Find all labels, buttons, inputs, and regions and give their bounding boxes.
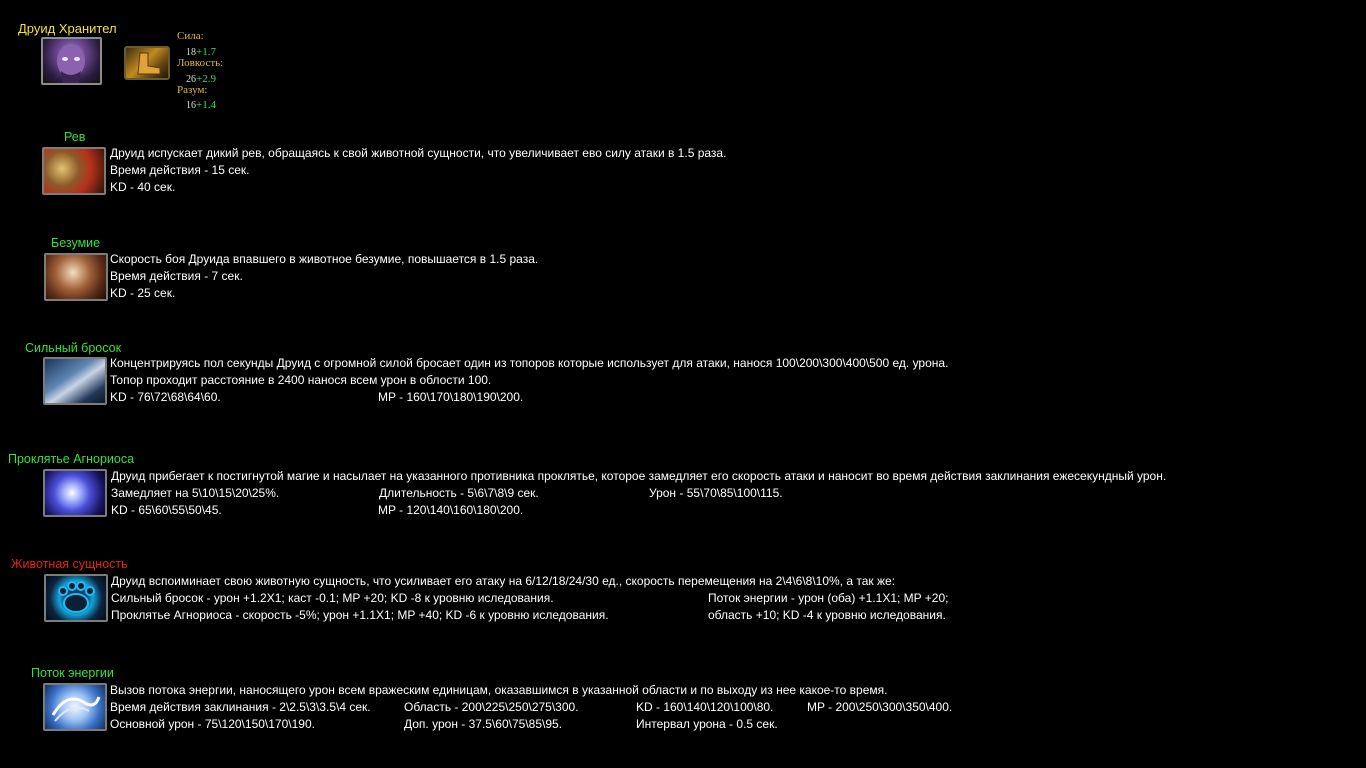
skill-damage-interval: Интервал урона - 0.5 сек.: [636, 717, 778, 731]
stat-label: Разум:: [177, 84, 208, 96]
stat-base: 18: [186, 47, 196, 58]
skill-description: Друид испускает дикий рев, обращаясь к свой животной сущности, что увеличивает ево силу атаки в 1.5 раза.: [110, 146, 727, 160]
skill-name-curse: Проклятье Агнориоса: [8, 452, 135, 466]
stat-base: 26: [186, 74, 196, 85]
skill-description: Друид вспоиминает свою животную сущность, что усиливает его атаку на 6/12/18/24/30 ед., скорость перемещения на 2\4\6\8\10%, а так же:: [111, 574, 896, 588]
skill-cooldown: KD - 25 сек.: [110, 286, 176, 300]
skill-duration: Время действия - 7 сек.: [110, 269, 243, 283]
energy-stream-icon[interactable]: [43, 683, 107, 731]
skill-duration: Время действия заклинания - 2\2.5\3\3.5\4 сек.: [110, 700, 371, 714]
skill-cooldown: KD - 76\72\68\64\60.: [110, 390, 221, 404]
druid-portrait-icon[interactable]: [41, 37, 102, 85]
skill-bonus-axe-throw: Сильный бросок - урон +1.2X1; каст -0.1; MP +20; KD -8 к уровню иследования.: [111, 591, 554, 605]
frenzy-icon[interactable]: [44, 253, 108, 301]
stat-base: 16: [186, 100, 196, 111]
stat-bonus: +1.7: [196, 46, 216, 58]
skill-bonus-energy-stream-area: область +10; KD -4 к уровню иследования.: [708, 608, 946, 622]
skill-area: Область - 200\225\250\275\300.: [404, 700, 579, 714]
skill-bonus-curse: Проклятье Агнориоса - скорость -5%; урон +1.1X1; MP +40; KD -6 к уровню иследования.: [111, 608, 609, 622]
skill-cooldown: KD - 160\140\120\100\80.: [636, 700, 774, 714]
skill-extra-damage: Доп. урон - 37.5\60\75\85\95.: [404, 717, 563, 731]
skill-main-damage: Основной урон - 75\120\150\170\190.: [110, 717, 315, 731]
skill-duration: Время действия - 15 сек.: [110, 163, 250, 177]
skill-name-animal-essence: Животная сущность: [11, 557, 128, 571]
skill-mana-cost: MP - 120\140\160\180\200.: [378, 503, 524, 517]
stat-bonus: +1.4: [196, 99, 216, 111]
skill-mana-cost: MP - 200\250\300\350\400.: [807, 700, 953, 714]
skill-damage: Урон - 55\70\85\100\115.: [649, 486, 783, 500]
stat-intelligence-value: [186, 95, 216, 113]
boots-item-icon[interactable]: [124, 46, 170, 80]
skill-range: Топор проходит расстояние в 2400 нанося всем урон в облости 100.: [110, 373, 492, 387]
stat-label: Ловкость:: [177, 57, 224, 69]
skill-mana-cost: MP - 160\170\180\190\200.: [378, 390, 524, 404]
curse-icon[interactable]: [43, 469, 107, 517]
stat-agility: [177, 57, 223, 69]
stat-strength: [177, 30, 204, 42]
skill-cooldown: KD - 65\60\55\50\45.: [111, 503, 222, 517]
skill-duration: Длительность - 5\6\7\8\9 сек.: [379, 486, 539, 500]
skill-name-frenzy: Безумие: [51, 236, 101, 250]
skill-cooldown: KD - 40 сек.: [110, 180, 176, 194]
stat-label: Сила:: [177, 30, 204, 42]
skill-description: Скорость боя Друида впавшего в животное безумие, повышается в 1.5 раза.: [110, 252, 539, 266]
skill-name-energy-stream: Поток энергии: [31, 666, 114, 680]
skill-slow: Замедляет на 5\10\15\20\25%.: [111, 486, 280, 500]
stat-bonus: +2.9: [196, 73, 216, 85]
hero-name: Друид Хранител: [18, 21, 117, 36]
axe-throw-icon[interactable]: [43, 357, 107, 405]
skill-description: Концентрируясь пол секунды Друид с огромной силой бросает один из топоров которые использует для атаки, нанося 100\200\300\400\500 ед. урона.: [110, 356, 949, 370]
skill-name-roar: Рев: [64, 130, 86, 144]
skill-bonus-energy-stream: Поток энергии - урон (оба) +1.1X1; MP +20;: [708, 591, 949, 605]
skill-description: Вызов потока энергии, наносящего урон всем вражеским единицам, оказавшимся в указанной области и по выходу из нее какое-то время.: [110, 683, 888, 697]
skill-name-axe-throw: Сильный бросок: [25, 341, 122, 355]
roar-icon[interactable]: [42, 147, 106, 195]
skill-description: Друид прибегает к постигнутой магие и насылает на указанного противника проклятье, которое замедляет его скорость атаки и наносит во время действия заклинания ежесекундный урон.: [111, 469, 1167, 483]
paw-icon[interactable]: [44, 574, 108, 622]
